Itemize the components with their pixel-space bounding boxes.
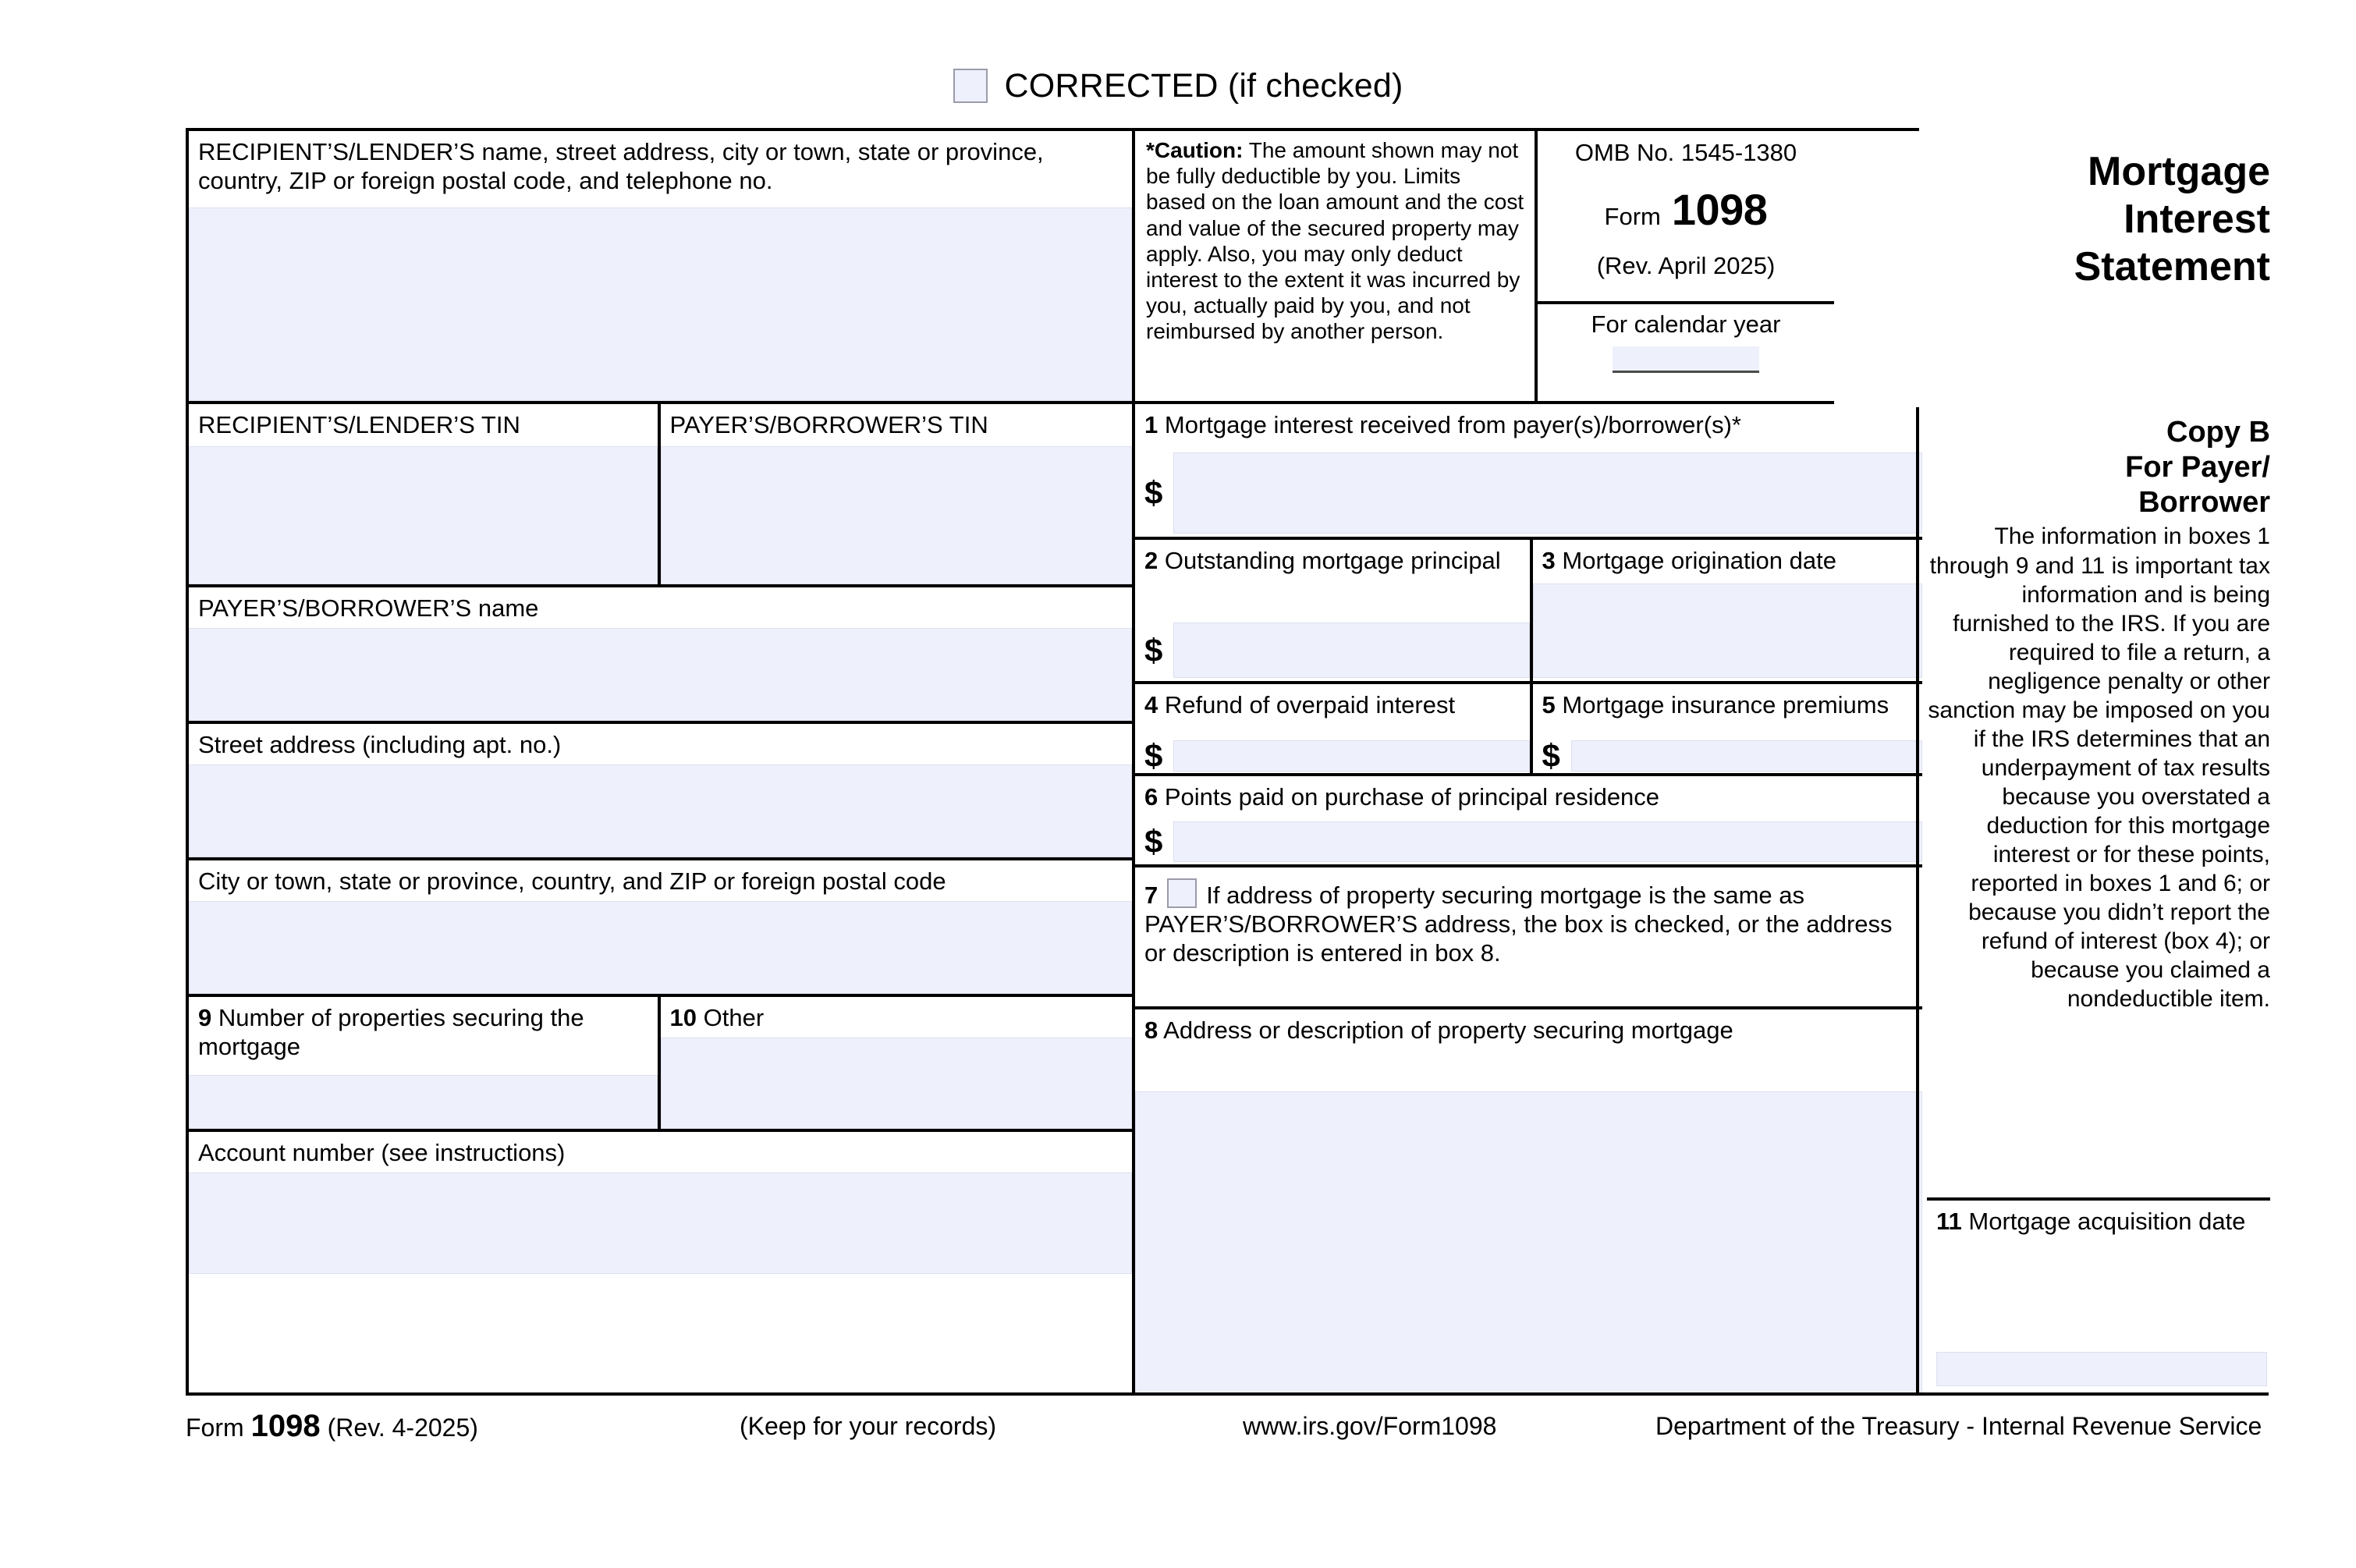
page-title: [1927, 148, 2270, 290]
form-footer: [186, 1404, 2270, 1451]
corrected-checkbox[interactable]: [953, 69, 988, 103]
box3-number: 3: [1542, 547, 1556, 574]
box5-label: [1533, 684, 1922, 720]
caution-body: The amount shown may not be fully deductible by you. Limits based on the loan amount and the cost and value of the secured property may apply. Also, you may only deduct interest to the extent it was incurred by you, actually paid by you, and not reimbursed by another person.: [1146, 138, 1524, 344]
box1-money-row: [1135, 452, 1922, 534]
box8-field: [1135, 1009, 1922, 1396]
box2-label: [1135, 540, 1530, 576]
title-line-2: Interest: [2124, 196, 2270, 242]
box4-currency: $: [1144, 737, 1163, 774]
box4-label: [1135, 684, 1530, 720]
box9-label-text: Number of properties securing the mortgage: [198, 1004, 584, 1060]
street-address-label: Street address (including apt. no.): [198, 731, 562, 758]
box4-box5-row: [1135, 684, 1922, 776]
box4-money-row: [1135, 737, 1530, 774]
box6-input[interactable]: [1173, 821, 1922, 862]
box7-field: [1135, 867, 1922, 1009]
box9-input[interactable]: [189, 1075, 658, 1129]
recipient-name-label: RECIPIENT’S/LENDER’S name, street address, city or town, state or province, country, ZIP or foreign postal code, and telephone no.: [198, 138, 1044, 194]
box5-field: [1533, 684, 1922, 773]
recipient-tin-label: RECIPIENT’S/LENDER’S TIN: [198, 411, 520, 438]
box11-input[interactable]: [1936, 1352, 2267, 1386]
box10-label-text: Other: [703, 1004, 765, 1031]
caution-text: [1146, 137, 1525, 344]
form-table: [186, 128, 1919, 1396]
box1-field: [1135, 404, 1922, 540]
copy-b-heading-line1: Copy B: [2166, 416, 2270, 449]
right-column-divider: [1916, 407, 1919, 1396]
numbered-boxes-column: [1135, 404, 1922, 1396]
box2-money-row: [1135, 623, 1530, 678]
box5-label-text: Mortgage insurance premiums: [1562, 691, 1889, 718]
street-address-input[interactable]: [189, 764, 1132, 857]
calendar-year-cell: [1538, 304, 1834, 404]
payer-tin-label: PAYER’S/BORROWER’S TIN: [669, 411, 988, 438]
box6-label: [1135, 776, 1922, 812]
box6-currency: $: [1144, 823, 1163, 860]
copy-b-column: [1927, 415, 2270, 1013]
form-number-line: [1538, 167, 1834, 235]
footer-department: Department of the Treasury - Internal Revenue Service: [1655, 1412, 2262, 1440]
footer-form-word: Form: [186, 1414, 244, 1442]
box11-number: 11: [1936, 1208, 1962, 1235]
box7-label: [1135, 867, 1922, 968]
account-number-field: [189, 1132, 1132, 1274]
box3-label-text: Mortgage origination date: [1562, 547, 1836, 574]
footer-keep-note: (Keep for your records): [740, 1412, 997, 1440]
box1-currency: $: [1144, 474, 1163, 511]
box1-label-text: Mortgage interest received from payer(s)/borrower(s)*: [1164, 411, 1741, 438]
box4-field: [1135, 684, 1533, 773]
box8-label-text: Address or description of property securing mortgage: [1163, 1016, 1733, 1044]
box8-label: [1135, 1009, 1922, 1045]
box6-label-text: Points paid on purchase of principal residence: [1164, 783, 1660, 811]
box6-field: [1135, 776, 1922, 867]
box9-label: [189, 997, 658, 1062]
box5-currency: $: [1542, 737, 1560, 774]
box2-field: [1135, 540, 1533, 681]
box2-number: 2: [1144, 547, 1158, 574]
omb-cell: [1538, 131, 1834, 304]
box11-label: [1927, 1201, 2270, 1236]
caution-cell: [1135, 131, 1538, 404]
left-column: [189, 131, 1135, 1392]
box10-input[interactable]: [661, 1038, 1133, 1129]
caution-bold-prefix: *Caution:: [1146, 138, 1244, 162]
payer-name-label: PAYER’S/BORROWER’S name: [198, 594, 539, 622]
box5-money-row: [1533, 737, 1922, 774]
footer-form-number: 1098: [250, 1409, 321, 1443]
footer-form-id: [186, 1409, 478, 1444]
footer-url[interactable]: www.irs.gov/Form1098: [1243, 1412, 1497, 1440]
box1-label: [1135, 404, 1922, 440]
copy-b-heading-line3: Borrower: [2138, 485, 2270, 519]
street-address-field: [189, 724, 1132, 860]
box7-label-text: If address of property securing mortgage is the same as PAYER’S/BORROWER’S address, the box is checked, or the address or description is entered in box 8.: [1144, 882, 1893, 967]
copy-b-heading-line2: For Payer/: [2125, 450, 2270, 484]
box9-field: [189, 997, 661, 1129]
form-word: Form: [1604, 203, 1661, 230]
calendar-year-label: For calendar year: [1591, 310, 1781, 338]
copy-b-body-text: The information in boxes 1 through 9 and 11 is important tax information and is being furnished to the IRS. If you are required to file a return, a negligence penalty or other sanction may be imposed on you if the IRS determines that an underpayment of tax results because you overstated a deduction for this mortgage interest or for these points, reported in boxes 1 and 6; or because you didn’t report the refund of interest (box 4); or because you claimed a nondeductible item.: [1928, 523, 2270, 1013]
calendar-year-input[interactable]: [1613, 346, 1759, 373]
form-number: 1098: [1671, 185, 1768, 234]
city-state-zip-input[interactable]: [189, 901, 1132, 994]
box4-input[interactable]: [1173, 740, 1529, 772]
box2-currency: $: [1144, 631, 1163, 669]
box10-field: [661, 997, 1133, 1129]
box2-label-text: Outstanding mortgage principal: [1164, 547, 1501, 574]
corrected-label: CORRECTED (if checked): [1004, 66, 1403, 105]
box6-number: 6: [1144, 783, 1158, 811]
tin-row: [189, 404, 1132, 587]
corrected-row: [0, 66, 2356, 105]
city-state-zip-field: [189, 860, 1132, 997]
recipient-name-input[interactable]: [189, 208, 1132, 401]
box10-label: [661, 997, 1133, 1033]
box1-input[interactable]: [1173, 452, 1922, 534]
box4-label-text: Refund of overpaid interest: [1164, 691, 1456, 718]
box8-number: 8: [1144, 1016, 1158, 1044]
box2-input[interactable]: [1173, 623, 1529, 678]
box7-checkbox[interactable]: [1167, 878, 1197, 908]
box2-box3-row: [1135, 540, 1922, 684]
title-line-3: Statement: [2074, 243, 2270, 289]
box10-number: 10: [669, 1004, 697, 1031]
account-number-input[interactable]: [189, 1172, 1132, 1274]
recipient-name-field: [189, 131, 1132, 404]
box1-number: 1: [1144, 411, 1158, 438]
box3-label: [1533, 540, 1922, 576]
box9-number: 9: [198, 1004, 212, 1031]
account-number-label: Account number (see instructions): [198, 1139, 566, 1166]
city-state-zip-label: City or town, state or province, country, and ZIP or foreign postal code: [198, 867, 946, 895]
box5-number: 5: [1542, 691, 1556, 718]
form-revision: (Rev. April 2025): [1596, 252, 1776, 279]
payer-tin-field: [661, 404, 1133, 584]
box8-input[interactable]: [1135, 1091, 1922, 1396]
payer-name-field: [189, 587, 1132, 724]
box3-input[interactable]: [1533, 584, 1922, 678]
copy-b-heading: [1927, 415, 2270, 520]
footer-form-revision: (Rev. 4-2025): [327, 1414, 478, 1442]
box3-field: [1533, 540, 1922, 681]
recipient-tin-input[interactable]: [189, 446, 658, 584]
box9-box10-row: [189, 997, 1132, 1132]
omb-number: OMB No. 1545-1380: [1574, 139, 1797, 166]
payer-name-input[interactable]: [189, 628, 1132, 721]
payer-tin-input[interactable]: [661, 446, 1133, 584]
bottom-rule: [186, 1392, 2269, 1396]
box11-label-text: Mortgage acquisition date: [1968, 1208, 2246, 1235]
box6-money-row: [1135, 821, 1922, 862]
box7-number: 7: [1144, 882, 1158, 909]
recipient-tin-field: [189, 404, 661, 584]
box11-field: [1927, 1197, 2270, 1392]
box4-number: 4: [1144, 691, 1158, 718]
title-line-1: Mortgage: [2088, 149, 2270, 194]
box5-input[interactable]: [1571, 740, 1922, 772]
